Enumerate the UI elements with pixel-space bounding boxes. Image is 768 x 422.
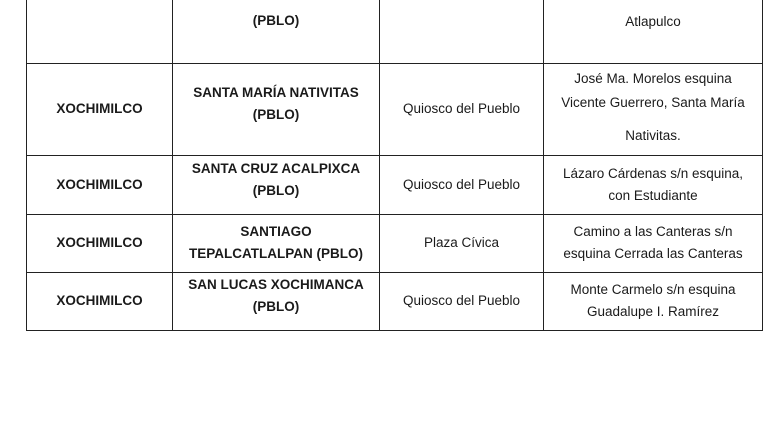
alcaldia-cell [27,0,173,63]
pueblo-line: (PBLO) [252,299,300,314]
alcaldia-cell: XOCHIMILCO [27,272,173,330]
locations-table [26,0,763,331]
pueblo-cell [173,63,380,155]
pueblo-cell [173,214,380,272]
ubicacion-line: esquina Cerrada las Canteras [563,246,743,261]
ubicacion-cell [544,214,763,272]
ubicacion-cell [544,155,763,214]
pueblo-line: (PBLO) [252,182,300,198]
table-row [27,155,763,214]
sede-cell: Quiosco del Pueblo [380,272,544,330]
sede-cell [380,0,544,63]
ubicacion-cell [544,0,763,63]
table-row [27,0,763,63]
pueblo-line: SANTA MARÍA NATIVITAS [193,85,359,100]
table-row [27,214,763,272]
ubicacion-line: Vicente Guerrero, Santa María [561,95,745,110]
ubicacion-line: Guadalupe I. Ramírez [586,304,720,319]
pueblo-cell [173,155,380,214]
ubicacion-cell [544,63,763,155]
pueblo-line: SANTA CRUZ ACALPIXCA [191,160,361,176]
alcaldia-cell: XOCHIMILCO [27,155,173,214]
sede-cell: Quiosco del Pueblo [380,63,544,155]
alcaldia-cell: XOCHIMILCO [27,214,173,272]
pueblo-cell [173,0,380,63]
pueblo-line: SAN LUCAS XOCHIMANCA [188,277,364,292]
pueblo-cell [173,272,380,330]
table-row [27,63,763,155]
pueblo-line: (PBLO) [252,13,300,29]
sede-cell: Quiosco del Pueblo [380,155,544,214]
alcaldia-cell: XOCHIMILCO [27,63,173,155]
ubicacion-line: con Estudiante [608,187,698,203]
pueblo-line: SANTIAGO [240,224,312,239]
ubicacion-line: Nativitas. [625,128,681,143]
sede-cell: Plaza Cívica [380,214,544,272]
ubicacion-line: Camino a las Canteras s/n [573,224,733,239]
ubicacion-line: Atlapulco [625,14,681,30]
pueblo-line: (PBLO) [252,107,300,122]
ubicacion-line: Lázaro Cárdenas s/n esquina, [562,165,744,181]
pueblo-line: TEPALCATLALPAN (PBLO) [189,246,363,261]
ubicacion-line: Monte Carmelo s/n esquina [570,282,736,297]
table-row [27,272,763,330]
ubicacion-line: José Ma. Morelos esquina [574,71,732,86]
ubicacion-cell [544,272,763,330]
